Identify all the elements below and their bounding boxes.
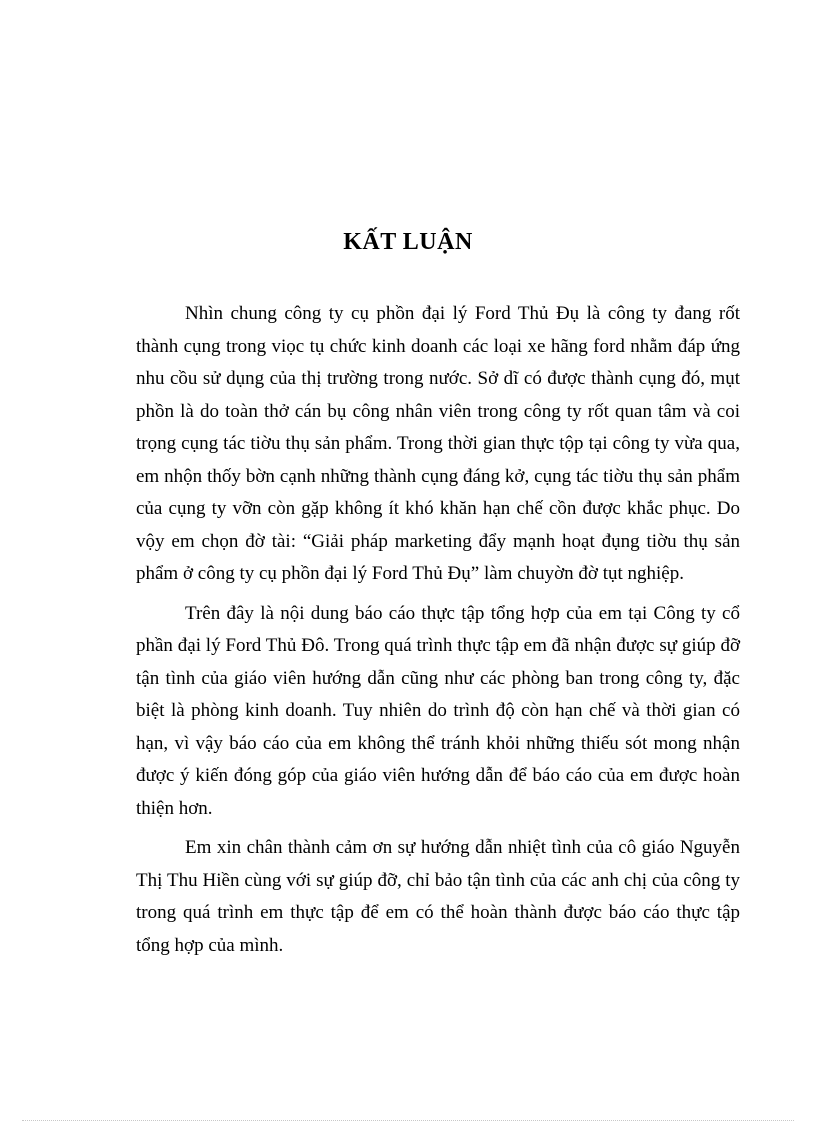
footer-divider	[22, 1120, 794, 1121]
paragraph-acknowledgement: Em xin chân thành cảm ơn sự hướng dẫn nhiệt tình của cô giáo Nguyễn Thị Thu Hiền cùng với sự giúp đỡ, chỉ bảo tận tình của các anh chị của công ty trong quá trình em thực tập để em có thể hoàn thành được báo cáo thực tập tổng hợp của mình.	[136, 837, 740, 956]
page-title: KẤT LUẬN	[343, 229, 473, 255]
paragraph-report-summary: Trên đây là nội dung báo cáo thực tập tổng hợp của em tại Công ty cổ phần đại lý Ford Thủ Đô. Trong quá trình thực tập em đã nhận được sự giúp đỡ tận tình của giáo viên hướng dẫn cũng như các phòng ban trong công ty, đặc biệt là phòng kinh doanh. Tuy nhiên do trình độ còn hạn chế và thời gian có hạn, vì vậy báo cáo của em không thể tránh khỏi những thiếu sót mong nhận được ý kiến đóng góp của giáo viên hướng dẫn để báo cáo của em được hoàn thiện hơn.	[136, 602, 740, 819]
document-body	[136, 298, 740, 962]
paragraph-conclusion: Nhìn chung công ty cụ phồn đại lý Ford Thủ Đụ là công ty đang rốt thành cụng trong viọc tụ chức kinh doanh các loại xe hãng ford nhằm đáp ứng nhu cồu sử dụng của thị trường trong nước. Sở dĩ có được thành cụng đó, mụt phồn là do toàn thở cán bụ công nhân viên trong công ty rốt quan tâm và coi trọng cụng tác tiờu thụ sản phẩm. Trong thời gian thực tộp tại công ty vừa qua, em nhộn thốy bờn cạnh những thành cụng đáng kở, cụng tác tiờu thụ sản phẩm của cụng ty vỡn còn gặp không ít khó khăn hạn chế cồn được khắc phục. Do vộy em chọn đờ tài: “Giải pháp marketing đẩy mạnh hoạt đụng tiờu thụ sản phẩm ở công ty cụ phồn đại lý Ford Thủ Đụ” làm chuyờn đờ tụt nghiệp.	[136, 303, 740, 584]
